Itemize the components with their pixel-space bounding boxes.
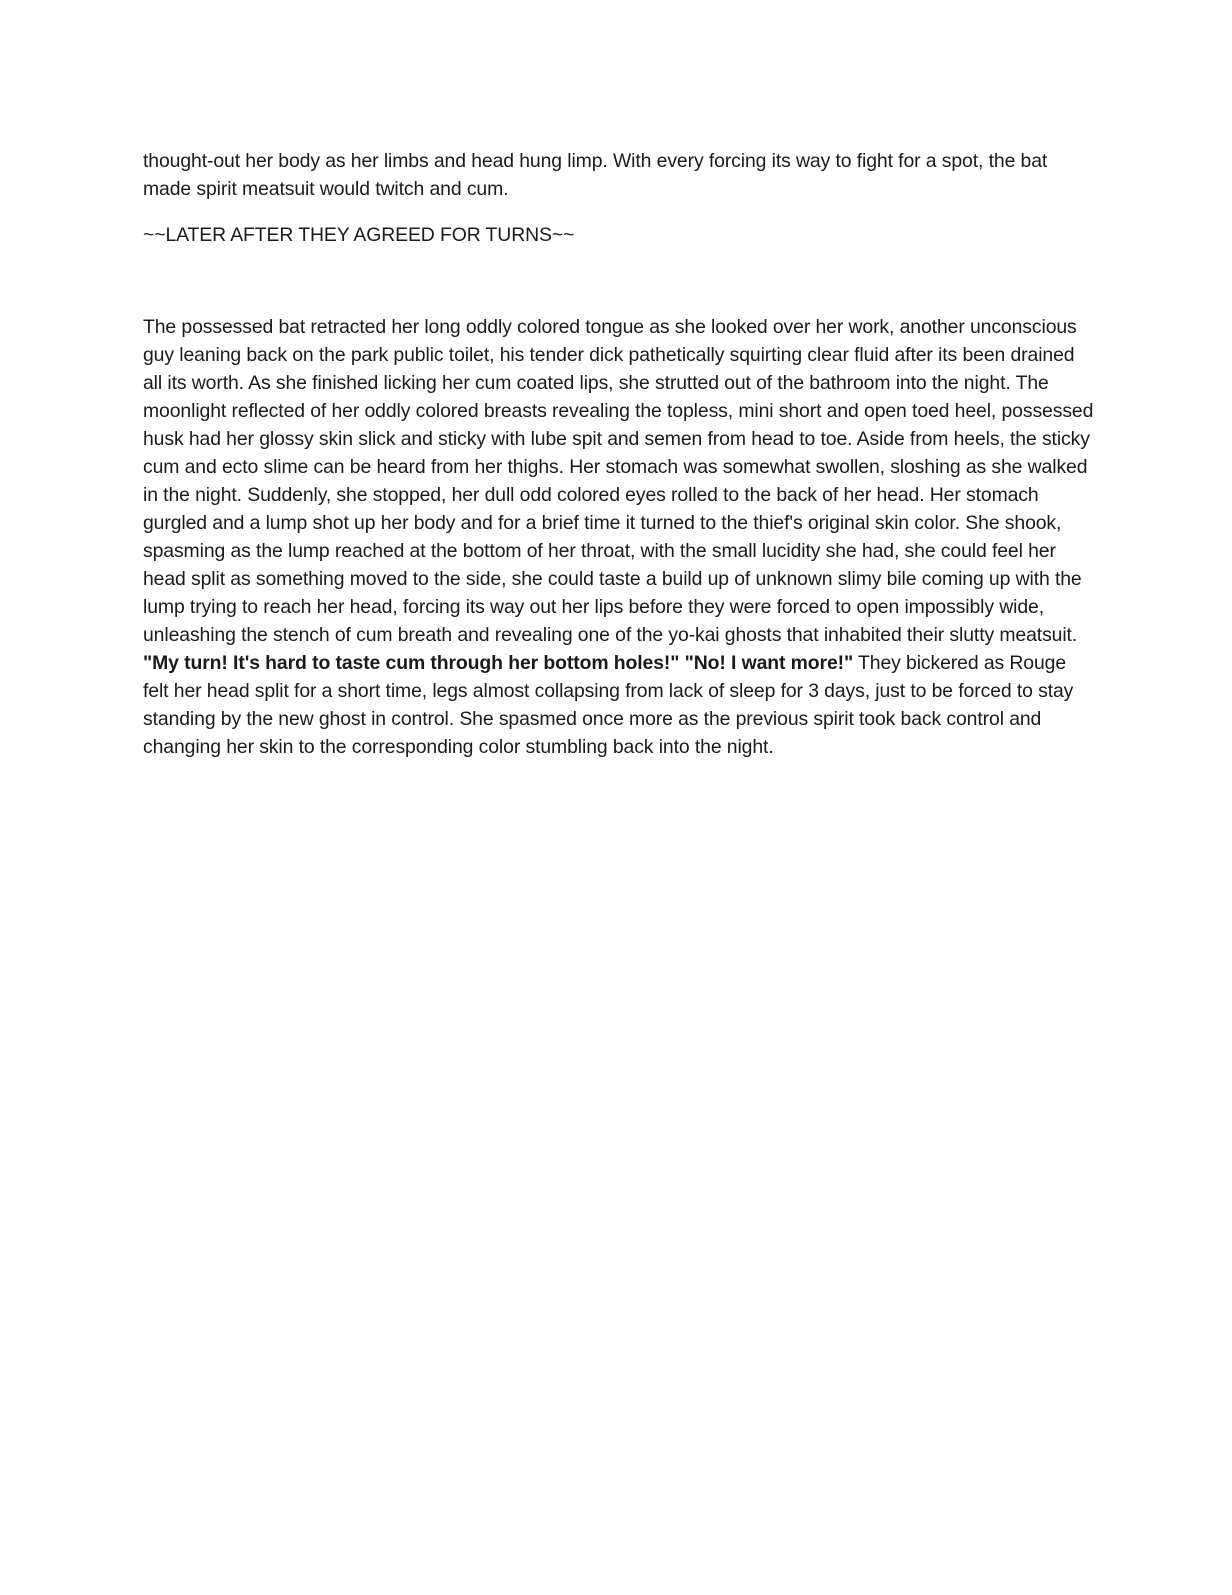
scene-divider: ~~LATER AFTER THEY AGREED FOR TURNS~~ xyxy=(143,224,575,246)
story-bold-dialogue: "My turn! It's hard to taste cum through her bottom holes!" "No! I want more!" xyxy=(143,652,854,674)
empty-paragraph xyxy=(143,267,1094,295)
document-body xyxy=(143,147,1094,761)
story-part1: The possessed bat retracted her long oddly colored tongue as she looked over her work, another unconscious guy leaning back on the park public toilet, his tender dick pathetically squirting clear fluid after its been drained all its worth. As she finished licking her cum coated lips, she strutted out of the bathroom into the night. The moonlight reflected of her oddly colored breasts revealing the topless, mini short and open toed heel, possessed husk had her glossy skin slick and sticky with lube spit and semen from head to toe. Aside from heels, the sticky cum and ecto slime can be heard from her thighs. Her stomach was somewhat swollen, sloshing as she walked in the night. Suddenly, she stopped, her dull odd colored eyes rolled to the back of her head. Her stomach gurgled and a lump shot up her body and for a brief time it turned to the thief's original skin color. She shook, spasming as the lump reached at the bottom of her throat, with the small lucidity she had, she could feel her head split as something moved to the side, she could taste a build up of unknown slimy bile coming up with the lump trying to reach her head, forcing its way out her lips before they were forced to open impossibly wide, unleashing the stench of cum breath and revealing one of the yo-kai ghosts that inhabited their slutty meatsuit. xyxy=(143,316,1094,646)
paragraph-story xyxy=(143,313,1094,761)
story-part2: They bickered as Rouge felt her head split for a short time, legs almost collapsing from lack of sleep for 3 days, just to be forced to stay standing by the new ghost in control. She spasmed once more as the previous spirit took back control and changing her skin to the corresponding color stumbling back into the night. xyxy=(143,652,1074,758)
paragraph-limp-description: thought-out her body as her limbs and head hung limp. With every forcing its way to fight for a spot, the bat made spirit meatsuit would twitch and cum. xyxy=(143,150,1048,200)
